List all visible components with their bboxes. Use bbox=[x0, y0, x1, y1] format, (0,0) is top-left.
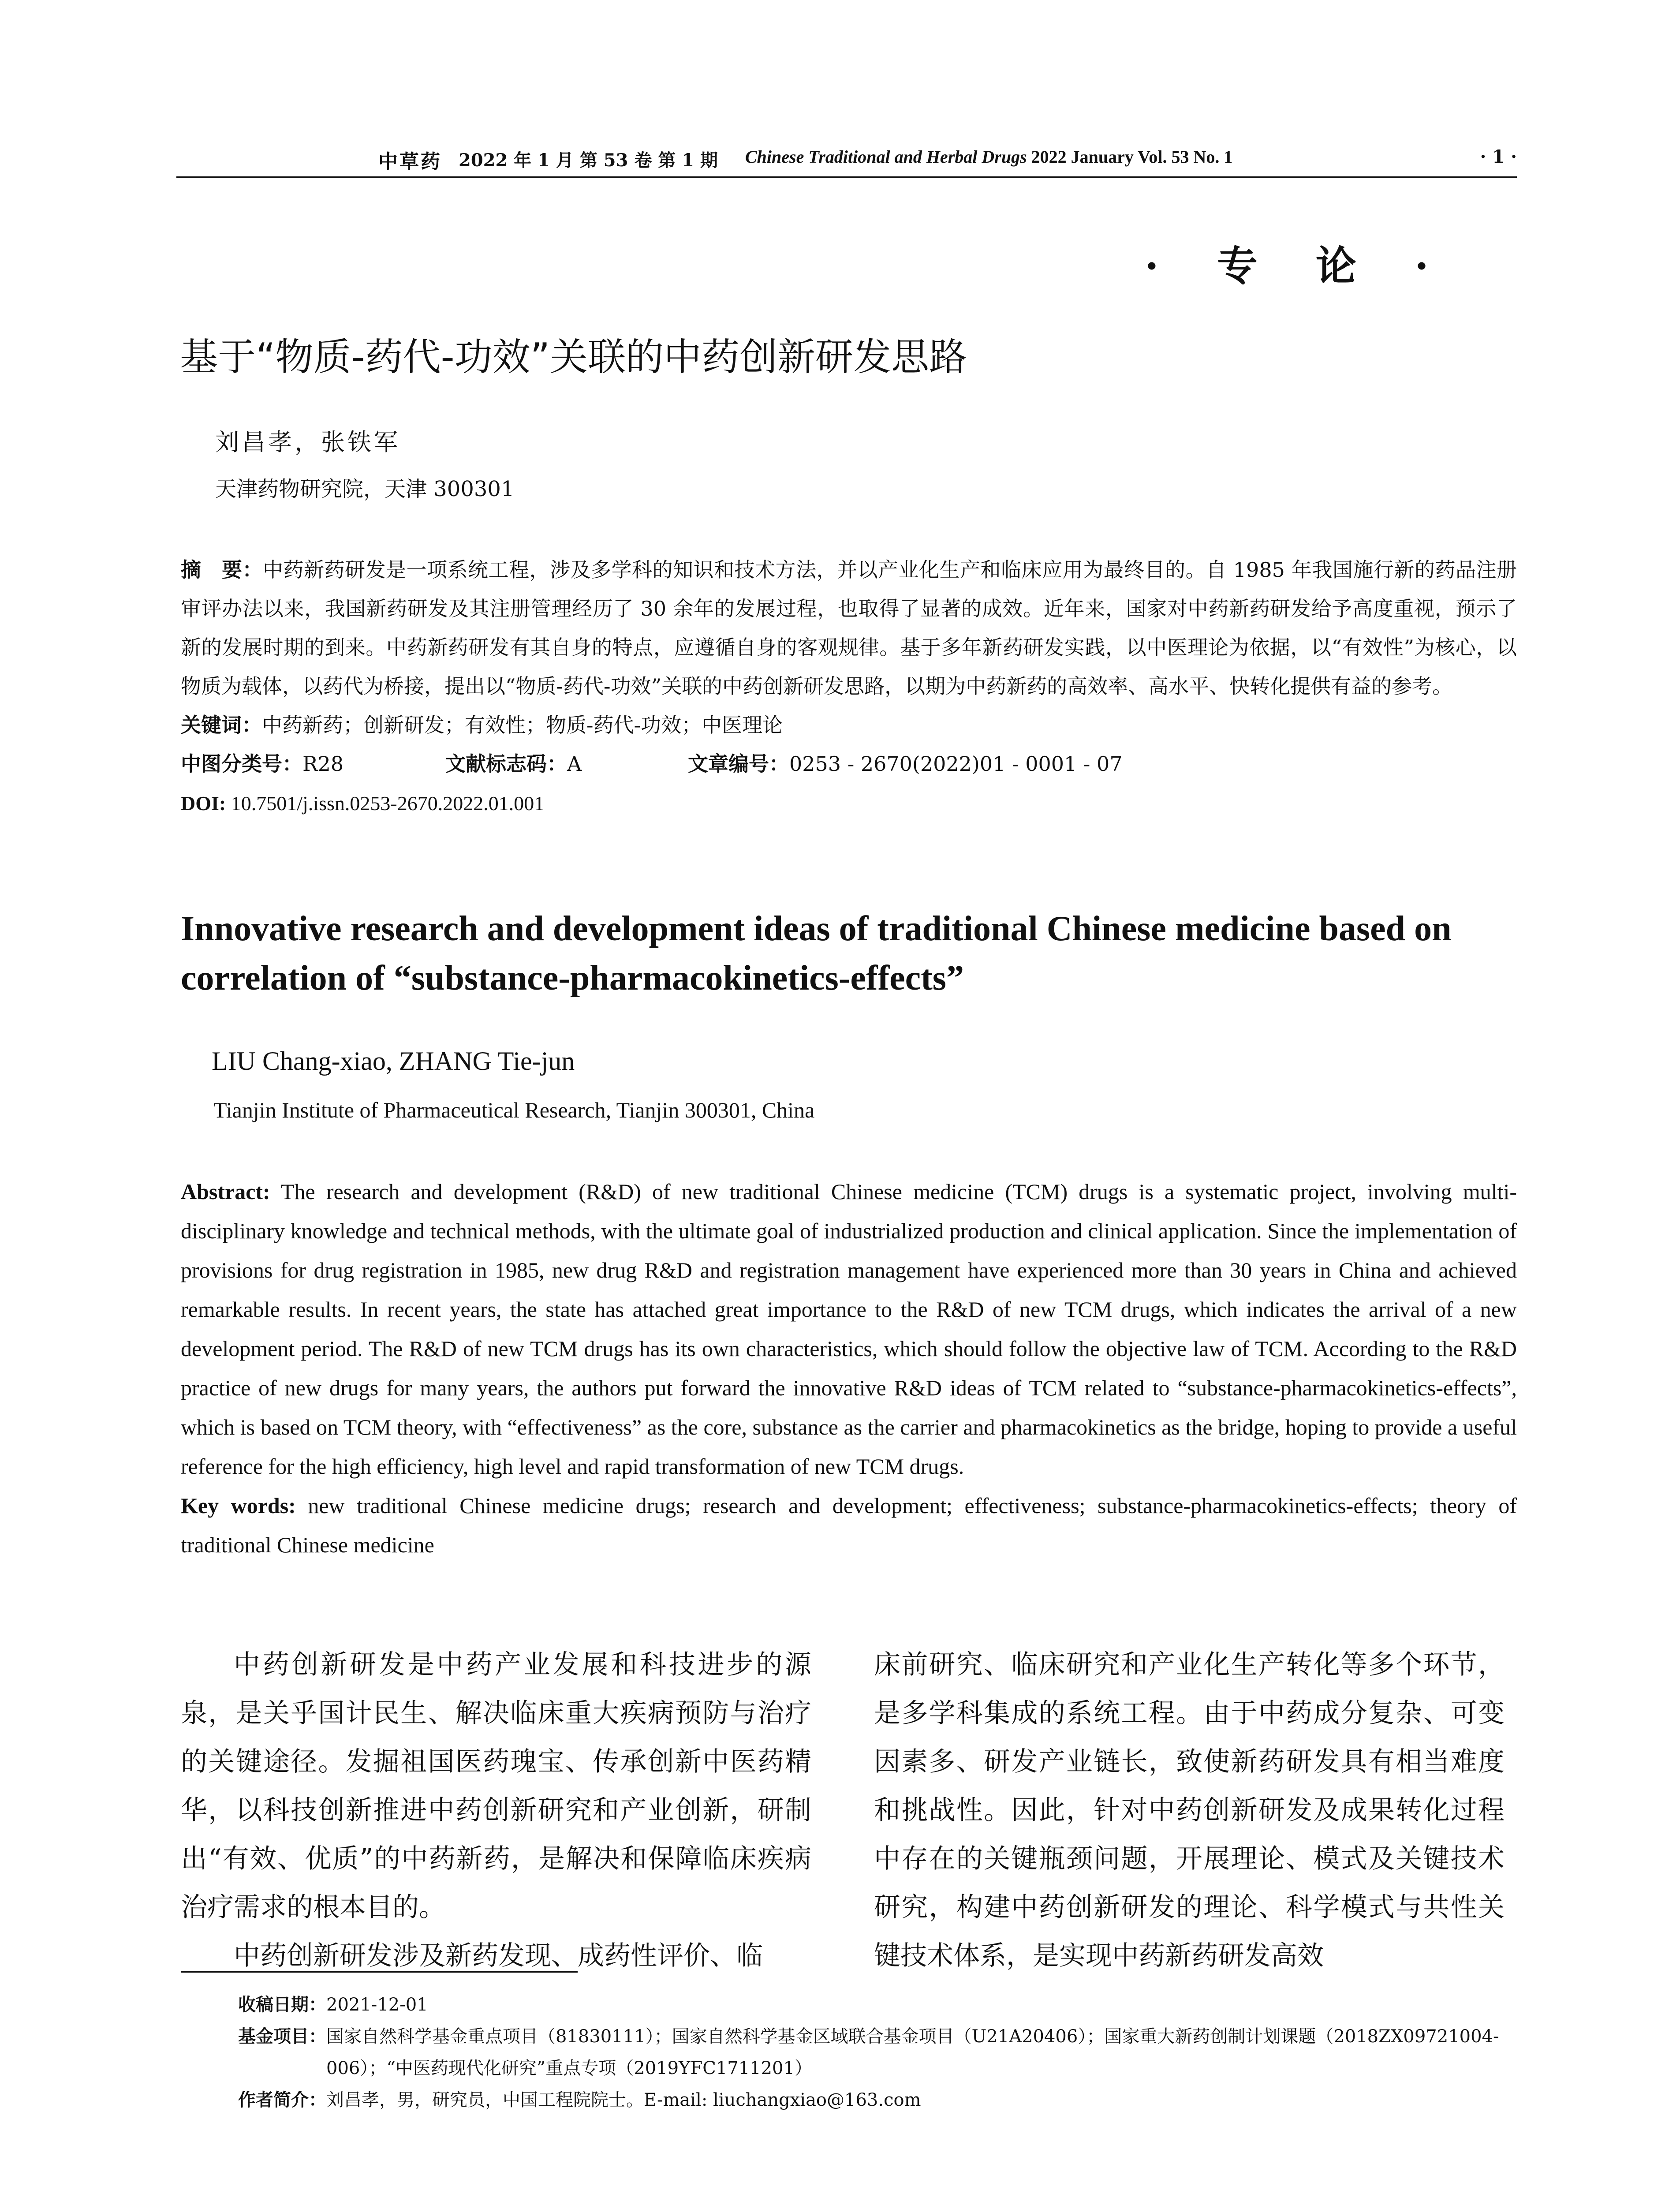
journal-name-en bbox=[745, 146, 1232, 167]
journal-name-cn: 中草药 bbox=[378, 150, 442, 173]
page-number: · 1 · bbox=[1480, 146, 1517, 167]
footnote-rule bbox=[181, 1971, 578, 1973]
received-date: 2021-12-01 bbox=[326, 1995, 428, 2015]
keywords-cn-text: 中药新药；创新研发；有效性；物质-药代-功效；中医理论 bbox=[262, 713, 783, 737]
abstract-en bbox=[181, 1172, 1517, 1486]
header-rule bbox=[176, 176, 1517, 178]
abstract-cn bbox=[181, 550, 1517, 706]
keywords-en-text: new traditional Chinese medicine drugs; research and development; effectiveness; substance-pharmacokinetics-effects; theory of traditional Chinese medicine bbox=[181, 1493, 1517, 1557]
clc-label: 中图分类号： bbox=[181, 752, 302, 776]
footnote-author bbox=[238, 2084, 1517, 2116]
footnotes bbox=[238, 1989, 1517, 2116]
doi bbox=[181, 784, 544, 823]
articleno-label: 文章编号： bbox=[688, 752, 789, 776]
author-bio-text: 刘昌孝，男，研究员，中国工程院院士。E-mail: liuchangxiao@163.com bbox=[326, 2090, 921, 2110]
keywords-cn bbox=[181, 706, 1517, 744]
classification-row bbox=[181, 744, 1517, 784]
received-label: 收稿日期： bbox=[238, 1995, 326, 2015]
body-paragraph: 床前研究、临床研究和产业化生产转化等多个环节，是多学科集成的系统工程。由于中药成分复杂、可变因素多、研发产业链长，致使新药研发具有相当难度和挑战性。因此，针对中药创新研发及成果转化过程中存在的关键瓶颈问题，开展理论、模式及关键技术研究，构建中药创新研发的理论、科学模式与共性关键技术体系，是实现中药新药研发高效 bbox=[874, 1649, 1505, 1971]
keywords-cn-label: 关键词： bbox=[181, 713, 262, 737]
body-paragraph: 中药创新研发涉及新药发现、成药性评价、临 bbox=[234, 1940, 763, 1971]
affiliation-cn: 天津药物研究院，天津 300301 bbox=[215, 477, 515, 501]
doi-row bbox=[181, 784, 1517, 824]
footnote-received bbox=[238, 1989, 1517, 2021]
funding-text: 国家自然科学基金重点项目（81830111）；国家自然科学基金区域联合基金项目（U21A20406）；国家重大新药创制计划课题（2018ZX09721004-006）；“中医药现代化研究”重点专项（2019YFC1711201） bbox=[326, 2026, 1499, 2078]
affiliation-en: Tianjin Institute of Pharmaceutical Research, Tianjin 300301, China bbox=[213, 1098, 815, 1122]
abstract-en-text: The research and development (R&D) of new traditional Chinese medicine (TCM) drugs is a systematic project, involving multi-disciplinary knowledge and technical methods, with the ultimate goal of industrialized production and clinical application. Since the implementation of provisions for drug registration in 1985, new drug R&D and registration management have experienced more than 30 years in China and achieved remarkable results. In recent years, the state has attached great importance to the R&D of new TCM drugs, which indicates the arrival of a new development period. The R&D of new TCM drugs has its own characteristics, which should follow the objective law of TCM. According to the R&D practice of new drugs for many years, the authors put forward the innovative R&D ideas of TCM related to “substance-pharmacokinetics-effects”, which is based on TCM theory, with “effectiveness” as the core, substance as the carrier and pharmacokinetics as the bridge, hoping to provide a useful reference for the high efficiency, high level and rapid transformation of new TCM drugs. bbox=[181, 1179, 1517, 1479]
title-cn: 基于“物质-药代-功效”关联的中药创新研发思路 bbox=[180, 335, 967, 379]
abstract-en-label: Abstract: bbox=[181, 1179, 270, 1204]
funding-label: 基金项目： bbox=[238, 2026, 326, 2047]
running-header bbox=[176, 146, 1517, 176]
author-bio-label: 作者简介： bbox=[238, 2090, 326, 2110]
title-en: Innovative research and development ideas of traditional Chinese medicine based on correlation of “substance-pharmacokinetics-effects” bbox=[181, 909, 1452, 998]
article-number bbox=[688, 744, 1123, 783]
body-column-right bbox=[874, 1641, 1505, 1980]
doi-label: DOI: bbox=[181, 792, 226, 815]
abstract-cn-text: 中药新药研发是一项系统工程，涉及多学科的知识和技术方法，并以产业化生产和临床应用为最终目的。自 1985 年我国施行新的药品注册审评办法以来，我国新药研发及其注册管理经历了 30 余年的发展过程，也取得了显著的成效。近年来，国家对中药新药研发给予高度重视，预示了新的发展时期的到来。中药新药研发有其自身的特点，应遵循自身的客观规律。基于多年新药研发实践，以中医理论为依据，以“有效性”为核心，以物质为载体，以药代为桥接，提出以“物质-药代-功效”关联的中药创新研发思路，以期为中药新药的高效率、高水平、快转化提供有益的参考。 bbox=[181, 558, 1517, 698]
abstract-cn-label: 摘 要： bbox=[181, 558, 263, 582]
doccode-label: 文献标志码： bbox=[445, 752, 567, 776]
keywords-en bbox=[181, 1486, 1517, 1565]
doi-value: 10.7501/j.issn.0253-2670.2022.01.001 bbox=[226, 792, 545, 815]
footnote-funding bbox=[238, 2021, 1517, 2084]
body-paragraph: 中药创新研发是中药产业发展和科技进步的源泉，是关乎国计民生、解决临床重大疾病预防与治疗的关键途径。发掘祖国医药瑰宝、传承创新中医药精华，以科技创新推进中药创新研究和产业创新，研制出“有效、优质”的中药新药，是解决和保障临床疾病治疗需求的根本目的。 bbox=[181, 1649, 811, 1923]
document-code bbox=[445, 744, 582, 783]
abstract-en-block bbox=[181, 1172, 1517, 1565]
abstract-cn-block bbox=[181, 550, 1517, 824]
authors-cn: 刘昌孝，张铁军 bbox=[215, 428, 400, 456]
doccode-value: A bbox=[567, 752, 582, 776]
keywords-en-label: Key words: bbox=[181, 1493, 296, 1518]
body-column-left bbox=[181, 1641, 811, 1980]
authors-en: LIU Chang-xiao, ZHANG Tie-jun bbox=[212, 1046, 575, 1076]
clc-number bbox=[181, 744, 343, 783]
clc-value: R28 bbox=[302, 752, 344, 776]
issue-info-en: 2022 January Vol. 53 No. 1 bbox=[1031, 147, 1233, 167]
journal-title-en: Chinese Traditional and Herbal Drugs bbox=[745, 147, 1027, 167]
section-label: · 专 论 · bbox=[1144, 242, 1451, 290]
issue-info-cn: 2022 年 1 月 第 53 卷 第 1 期 bbox=[459, 150, 718, 171]
articleno-value: 0253 - 2670(2022)01 - 0001 - 07 bbox=[789, 752, 1123, 776]
